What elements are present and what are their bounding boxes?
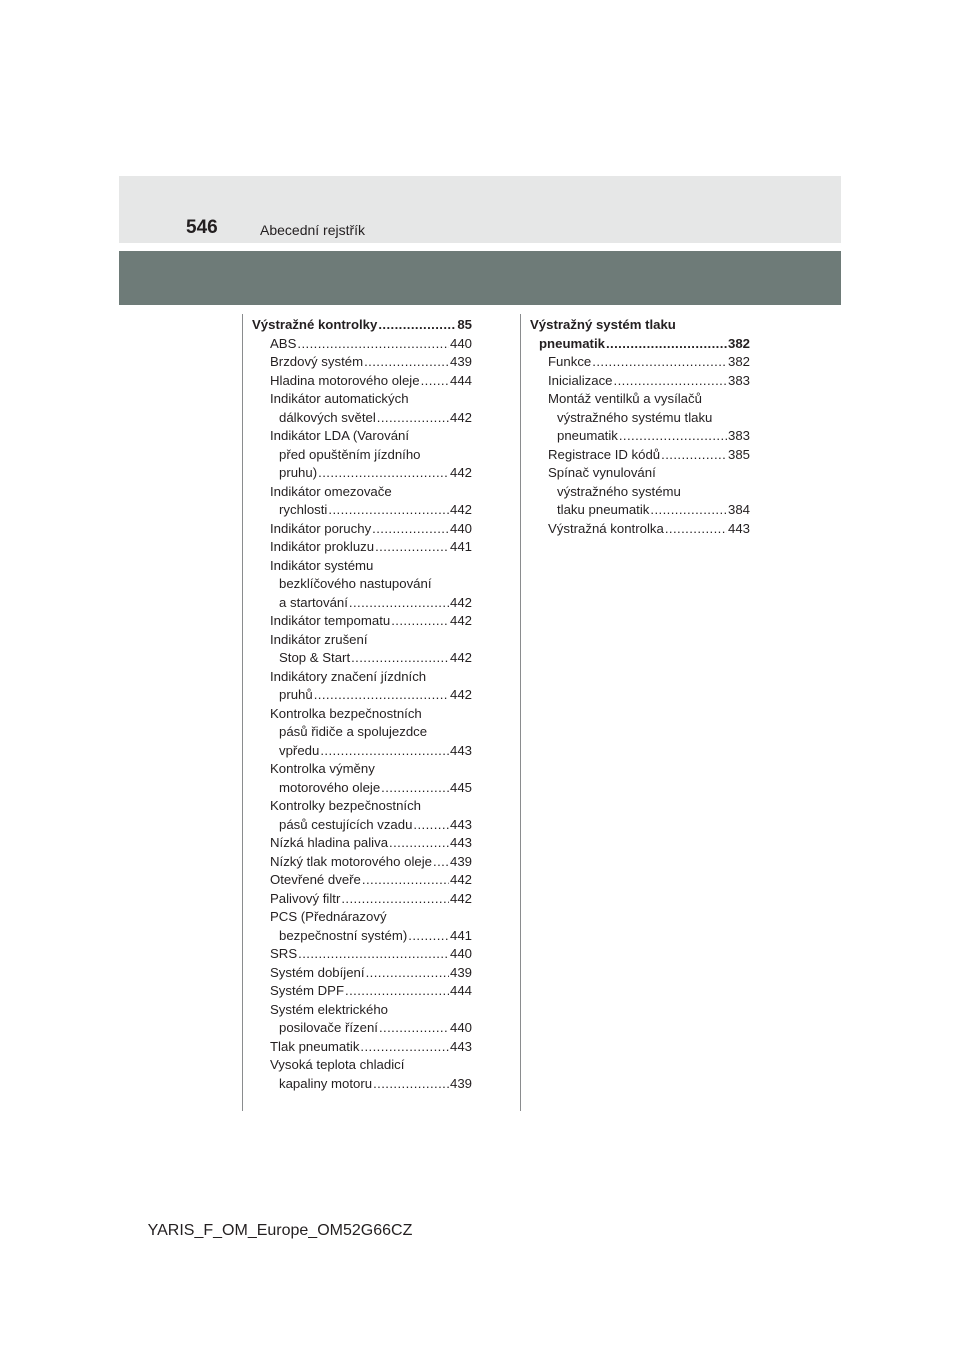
index-page-number: 443 — [449, 816, 472, 832]
index-entry — [530, 353, 750, 372]
index-entry — [252, 520, 472, 539]
dot-leader — [328, 501, 449, 520]
index-entry-text: Funkce — [548, 354, 592, 369]
index-entry-text: posilovače řízení — [279, 1020, 378, 1035]
dot-leader — [389, 834, 449, 853]
index-entry-text: Indikátor LDA (Varování — [270, 428, 410, 443]
dot-leader — [375, 538, 449, 557]
header-band — [119, 176, 841, 243]
index-entry-text: Indikátor prokluzu — [270, 539, 375, 554]
index-page-number: 439 — [449, 964, 472, 980]
index-entry — [252, 890, 472, 909]
index-page-number: 443 — [449, 1038, 472, 1054]
index-entry-text: Indikátor omezovače — [270, 483, 392, 499]
index-entry-text: před opuštěním jízdního — [279, 446, 421, 462]
dot-leader — [298, 945, 449, 964]
index-page-number: 444 — [449, 372, 472, 388]
dot-leader — [364, 353, 449, 372]
dot-leader — [349, 594, 449, 613]
dot-leader — [314, 686, 449, 705]
index-entry-text: pruhu) — [279, 465, 318, 480]
index-entry-text: pruhů — [279, 687, 313, 702]
footer-document-code: YARIS_F_OM_Europe_OM52G66CZ — [147, 1222, 413, 1239]
dot-leader — [379, 1019, 449, 1038]
section-title: Abecední rejstřík — [260, 222, 366, 238]
index-entry — [252, 427, 472, 483]
index-page-number: 442 — [449, 872, 472, 887]
index-entry — [530, 390, 750, 446]
index-entry-text: Systém DPF — [270, 983, 345, 998]
dot-leader — [372, 520, 449, 539]
index-entry — [252, 834, 472, 853]
index-entry — [252, 705, 472, 761]
index-entry-text: Indikátor zrušení — [270, 631, 368, 647]
index-entry — [530, 372, 750, 391]
index-page-number: 441 — [449, 539, 472, 554]
index-entry-text: vpředu — [279, 742, 320, 758]
index-entry-text: tlaku pneumatik — [557, 502, 650, 517]
index-entry-text: Indikátor automatických — [270, 391, 409, 406]
index-page-number: 443 — [727, 520, 750, 536]
dot-leader — [297, 335, 449, 354]
index-entry-text: dálkových světel — [279, 409, 376, 425]
index-entry — [530, 520, 750, 539]
index-entry-text: bezklíčového nastupování — [279, 576, 432, 591]
index-entry — [252, 1056, 472, 1093]
index-entry-text: kapaliny motoru — [279, 1075, 373, 1091]
index-page-number: 382 — [727, 335, 750, 351]
index-entry-text: motorového oleje — [279, 779, 381, 795]
index-entry — [252, 964, 472, 983]
index-entry-text: Stop & Start — [279, 650, 351, 665]
index-entry-text: pneumatik — [539, 335, 605, 351]
index-page-number: 440 — [449, 335, 472, 351]
dot-leader — [391, 612, 449, 631]
dot-leader — [318, 464, 449, 483]
dot-leader — [362, 871, 449, 890]
index-entry — [252, 538, 472, 557]
page-number: 546 — [186, 217, 218, 238]
dot-leader — [619, 427, 727, 446]
index-entry — [252, 372, 472, 391]
index-entry-text: rychlosti — [279, 502, 328, 517]
dot-leader — [378, 316, 456, 335]
dot-leader — [373, 1075, 449, 1094]
index-entry — [252, 797, 472, 834]
dot-leader — [341, 890, 449, 909]
index-page-number: 440 — [449, 1020, 472, 1035]
dot-leader — [433, 853, 449, 872]
left-column-rule — [242, 314, 243, 1111]
index-entry — [252, 982, 472, 1001]
index-entry-text: Kontrolka bezpečnostních — [270, 705, 422, 721]
dot-leader — [661, 446, 727, 465]
index-page-number: 439 — [449, 853, 472, 869]
index-page-number: 443 — [449, 742, 472, 758]
index-entry-text: Indikátor poruchy — [270, 520, 372, 536]
index-page-number: 442 — [449, 465, 472, 480]
index-entry-text: SRS — [270, 946, 298, 961]
index-page-number: 383 — [727, 372, 750, 388]
index-entry-text: pásů cestujících vzadu — [279, 816, 413, 832]
index-page-number: 442 — [449, 502, 472, 517]
index-page-number: 442 — [449, 687, 472, 702]
index-page-number: 383 — [727, 428, 750, 443]
index-entry-text: Indikátor tempomatu — [270, 613, 391, 628]
index-page-number: 444 — [449, 983, 472, 998]
right-column-rule — [520, 314, 521, 1111]
dot-leader — [377, 409, 449, 428]
index-page-number: 443 — [449, 835, 472, 850]
index-page-number: 440 — [449, 946, 472, 961]
index-entry-text: výstražného systému — [557, 483, 681, 499]
dot-leader — [360, 1038, 449, 1057]
index-page-number: 384 — [727, 502, 750, 517]
index-page-number: 439 — [449, 1075, 472, 1091]
index-entry-text: Výstražná kontrolka — [548, 520, 664, 536]
index-page-number: 441 — [449, 927, 472, 943]
index-entry-text: Vysoká teplota chladicí — [270, 1057, 405, 1072]
index-entry-text: Výstražné kontrolky — [252, 317, 378, 332]
dot-leader — [592, 353, 727, 372]
index-page-number: 442 — [449, 594, 472, 610]
index-entry — [252, 483, 472, 520]
index-entry — [252, 335, 472, 354]
dot-leader — [614, 372, 727, 391]
index-entry — [252, 557, 472, 613]
index-entry-text: Registrace ID kódů — [548, 446, 661, 462]
dot-leader — [408, 927, 449, 946]
index-entry — [252, 945, 472, 964]
index-entry-text: PCS (Přednárazový — [270, 909, 387, 924]
index-entry-text: Indikátory značení jízdních — [270, 668, 427, 684]
index-page-number: 440 — [449, 520, 472, 536]
index-entry-text: Montáž ventilků a vysílačů — [548, 391, 702, 406]
index-entry — [252, 760, 472, 797]
index-entry-text: Systém elektrického — [270, 1001, 388, 1017]
index-entry-text: Nízký tlak motorového oleje — [270, 853, 432, 869]
index-entry — [252, 316, 472, 335]
index-entry-text: Indikátor systému — [270, 557, 374, 573]
index-entry-text: Kontrolky bezpečnostních — [270, 798, 422, 813]
index-page-number: 445 — [449, 779, 472, 795]
index-entry — [252, 390, 472, 427]
index-entry-text: pásů řidiče a spolujezdce — [279, 724, 428, 739]
index-entry — [252, 908, 472, 945]
dot-leader — [413, 816, 449, 835]
index-page-number: 442 — [449, 890, 472, 906]
index-entry — [252, 612, 472, 631]
index-entry-text: pneumatik — [557, 428, 618, 443]
index-entry — [252, 353, 472, 372]
index-entry-text: Systém dobíjení — [270, 964, 365, 980]
index-entry-text: a startování — [279, 594, 348, 610]
header-dark-band — [119, 251, 841, 305]
index-entry — [252, 853, 472, 872]
index-entry-text: Nízká hladina paliva — [270, 835, 389, 850]
dot-leader — [345, 982, 449, 1001]
index-page-number: 85 — [457, 317, 472, 332]
index-entry-text: Spínač vynulování — [548, 465, 656, 480]
dot-leader — [381, 779, 449, 798]
index-entry-text: Kontrolka výměny — [270, 761, 375, 776]
index-page-number: 382 — [727, 354, 750, 369]
index-entry-text: Inicializace — [548, 372, 613, 388]
index-entry-text: Tlak pneumatik — [270, 1038, 360, 1054]
index-entry-text: Palivový filtr — [270, 890, 341, 906]
index-entry-text: Brzdový systém — [270, 354, 364, 369]
index-page-number: 442 — [449, 613, 472, 628]
index-entry — [252, 1038, 472, 1057]
index-column-left — [252, 316, 472, 1093]
index-column-right — [530, 316, 750, 538]
dot-leader — [606, 335, 727, 354]
index-entry — [530, 464, 750, 520]
dot-leader — [351, 649, 449, 668]
index-entry — [252, 668, 472, 705]
index-entry-text: výstražného systému tlaku — [557, 409, 713, 425]
index-entry-text: Hladina motorového oleje — [270, 372, 420, 388]
index-page-number: 442 — [449, 409, 472, 425]
dot-leader — [665, 520, 727, 539]
index-page-number: 439 — [449, 354, 472, 369]
dot-leader — [320, 742, 449, 761]
index-entry-text: ABS — [270, 335, 297, 351]
index-entry — [252, 1001, 472, 1038]
index-entry — [530, 316, 750, 353]
index-page-number: 442 — [449, 650, 472, 665]
index-entry-text: Výstražný systém tlaku — [530, 317, 676, 332]
index-entry — [252, 631, 472, 668]
index-entry — [252, 871, 472, 890]
index-entry-text: bezpečnostní systém) — [279, 927, 408, 943]
index-entry-text: Otevřené dveře — [270, 872, 361, 887]
index-entry — [530, 446, 750, 465]
dot-leader — [650, 501, 727, 520]
dot-leader — [366, 964, 449, 983]
dot-leader — [421, 372, 449, 391]
index-page-number: 385 — [727, 446, 750, 462]
